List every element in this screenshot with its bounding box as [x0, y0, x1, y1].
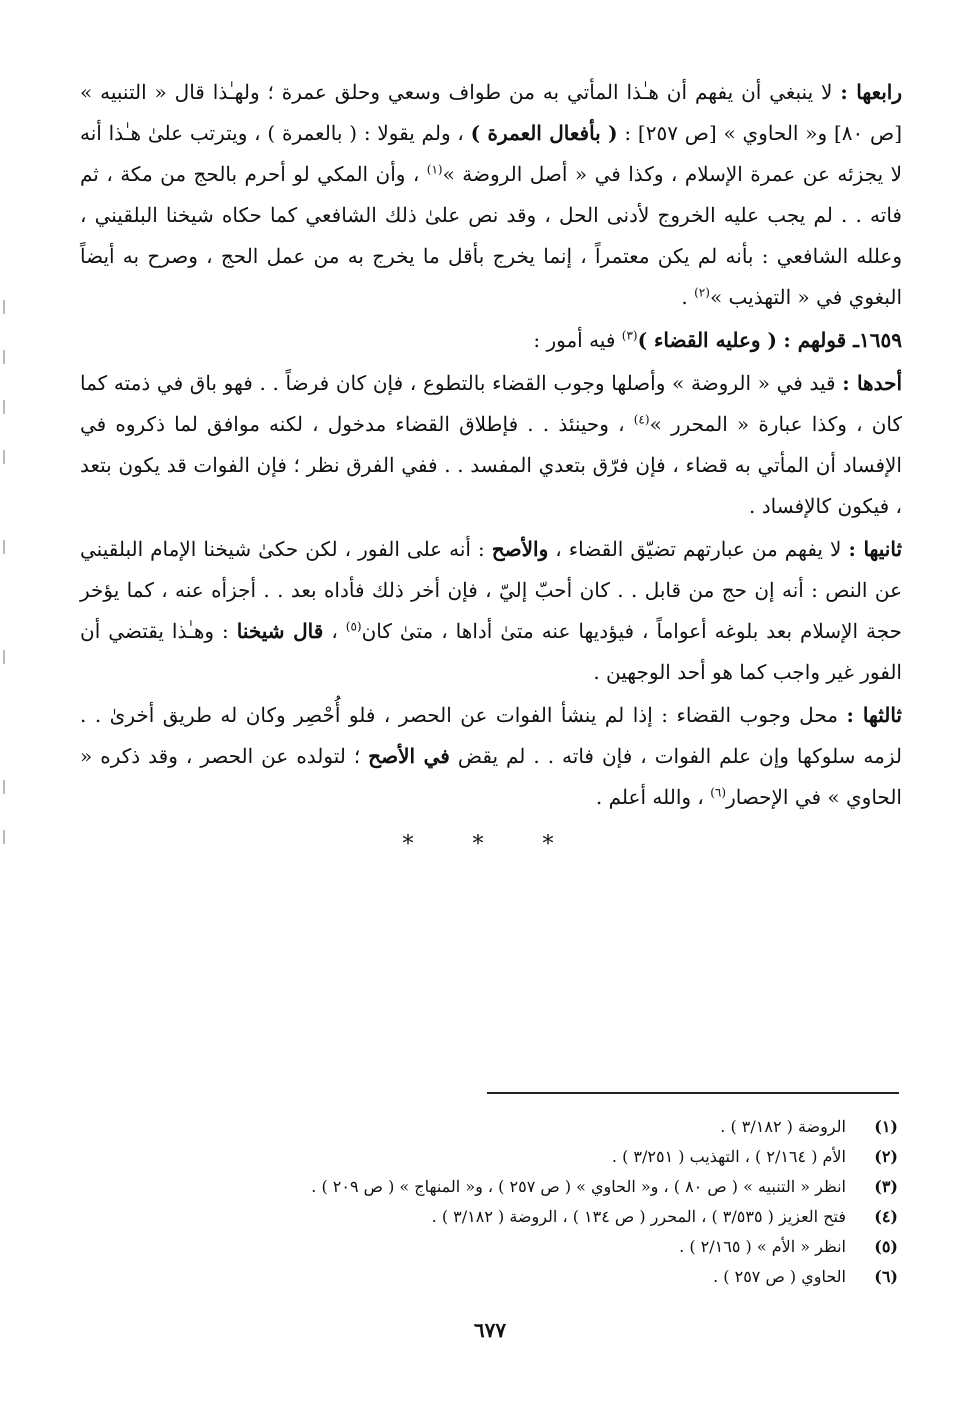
footnote-ref: (٢) [694, 285, 710, 300]
paragraph-item-1659 [80, 320, 902, 361]
paragraph-third-matter [80, 695, 902, 818]
bold-text: ( بأفعال العمرة ) [470, 121, 618, 145]
scan-edge-mark [3, 540, 5, 554]
text-run: محل وجوب القضاء : إذا لم ينشأ الفوات عن الحصر ، فلو أُحْصِر وكان له طريق أخرىٰ . . لزمه سلوكها وإن علم الفوات ، فإن فاته . . لم يقض [80, 703, 902, 768]
footnote-text: الحاوي ( ص ٢٥٧ ) . [713, 1267, 846, 1286]
paragraph-body [80, 703, 902, 809]
footnote-number: (٥) [874, 1237, 898, 1256]
footnote [200, 1262, 898, 1292]
footnote-number: (٢) [874, 1147, 898, 1166]
footnote-ref: (٣) [621, 328, 638, 343]
footnote-text: انظر « التنبيه » ( ص ٨٠ ) ، و« الحاوي » ( ص ٢٥٧ ) ، و« المنهاج » ( ص ٢٠٩ ) . [311, 1177, 846, 1196]
bold-text: قال شيخنا [236, 619, 324, 643]
footnotes [200, 1112, 898, 1292]
section-separator: * * * [402, 832, 580, 857]
paragraph-lead: ثالثها : [846, 703, 903, 727]
page-number: ٦٧٧ [473, 1318, 507, 1342]
paragraph-fourth [80, 72, 902, 318]
text-run: قيد في « الروضة » وأصلها وجوب القضاء بالتطوع ، فإن كان فرضاً . . فهو باق في ذمته كما كان ، وكذا عبارة « المحرر » [80, 371, 903, 436]
footnote-divider [487, 1092, 899, 1094]
text-run: : وهـٰذا يقتضي أن الفور غير واجب كما هو أحد الوجهين . [80, 619, 902, 684]
paragraph-first-matter [80, 363, 902, 527]
scan-edge-mark [3, 400, 5, 414]
footnote-ref: (٥) [345, 619, 362, 634]
text-run: ؛ لتولده عن الحصر ، وقد ذكره « الحاوي » في الإحصار [80, 744, 902, 809]
paragraph-lead: ١٦٥٩ـ قولهم : [783, 328, 902, 352]
scan-edge-mark [3, 780, 5, 794]
footnote-text: فتح العزيز ( ٣/٥٣٥ ) ، المحرر ( ص ١٣٤ ) ، الروضة ( ٣/١٨٢ ) . [431, 1207, 846, 1226]
text-run: ، وأن المكي لو أحرم بالحج من مكة ، ثم فاته . . لم يجب عليه الخروج لأدنى الحل ، وقد نص علىٰ ذلك الشافعي كما حكاه شيخنا البلقيني ، وعلله الشافعي : بأنه لم يكن معتمراً ، إنما يخرج بأقل ما يخرج به من عمل الحج ، وصرح به أيضاً البغوي في « التهذيب » [80, 162, 902, 309]
footnote-number: (٤) [874, 1207, 898, 1226]
footnote-text: الروضة ( ٣/١٨٢ ) . [720, 1117, 846, 1136]
text-run: ، والله أعلم . [595, 785, 711, 809]
footnote [200, 1112, 898, 1142]
footnote-text: انظر « الأم » ( ٢/١٦٥ ) . [679, 1237, 846, 1256]
footnote [200, 1202, 898, 1232]
paragraph-body [533, 328, 783, 352]
bold-text: في الأصح [368, 744, 450, 768]
text-run: فيه أمور : [533, 328, 622, 352]
paragraph-body [80, 80, 902, 309]
paragraph-lead: ثانيها : [848, 537, 903, 561]
text-run: لا يفهم من عبارتهم تضيّق القضاء ، [548, 537, 849, 561]
footnote [200, 1142, 898, 1172]
footnote-ref: (٤) [633, 412, 650, 427]
footnote-number: (٣) [874, 1177, 898, 1196]
text-run: . [681, 285, 695, 309]
paragraph-body [80, 537, 902, 684]
text-run: ، [323, 619, 346, 643]
scan-edge-mark [3, 350, 5, 364]
text-run: ، وحينئذ . . فإطلاق القضاء مدخول ، لكنه موافق لما ذكروه في الإفساد أن المأتي به قضاء ، فإن فرّق بتعدي المفسد . . ففي الفرق نظر ؛ فإن الفوات قد يكون بتعد ، فيكون كالإفساد . [80, 412, 902, 518]
scan-edge-mark [3, 830, 5, 844]
text-run: ، ولم يقولا : ( بالعمرة ) ، ويترتب علىٰ هـٰذا أنه لا يجزئه عن عمرة الإسلام ، وكذا في « أصل الروضة » [80, 121, 902, 186]
scan-edge-mark [3, 650, 5, 664]
paragraph-lead: أحدها : [842, 371, 903, 395]
scan-edge-mark [3, 450, 5, 464]
bold-text: ( وعليه القضاء ) [637, 328, 777, 352]
footnote [200, 1172, 898, 1202]
footnote-number: (١) [874, 1117, 898, 1136]
scan-edge-mark [3, 300, 5, 314]
text-run: لا ينبغي أن يفهم أن هـٰذا المأتي به من طواف وسعي وحلق عمرة ؛ ولهـٰذا قال « التنبيه » [ص ٨٠] و« الحاوي » [ص ٢٥٧] : [80, 80, 902, 145]
text-run: : أنه على الفور ، لكن حكىٰ شيخنا الإمام البلقيني عن النص : أنه إن حج من قابل . . كان أحبّ إليّ ، فإن أخر ذلك فأداه بعد . . أجزأه عنه ، كما يؤخر حجة الإسلام بعد بلوغه أعواماً ، فيؤديها عنه متىٰ أداها ، متىٰ كان [80, 537, 903, 643]
paragraph-body [80, 371, 902, 518]
footnote-ref: (١) [426, 162, 443, 177]
paragraph-second-matter [80, 529, 902, 693]
main-text [80, 72, 902, 857]
footnote-ref: (٦) [710, 785, 727, 800]
bold-text: والأصح [491, 537, 549, 561]
footnote-number: (٦) [874, 1267, 898, 1286]
paragraph-lead: رابعها : [840, 80, 903, 104]
footnote [200, 1232, 898, 1262]
footnote-text: الأم ( ٢/١٦٤ ) ، التهذيب ( ٣/٢٥١ ) . [611, 1147, 846, 1166]
